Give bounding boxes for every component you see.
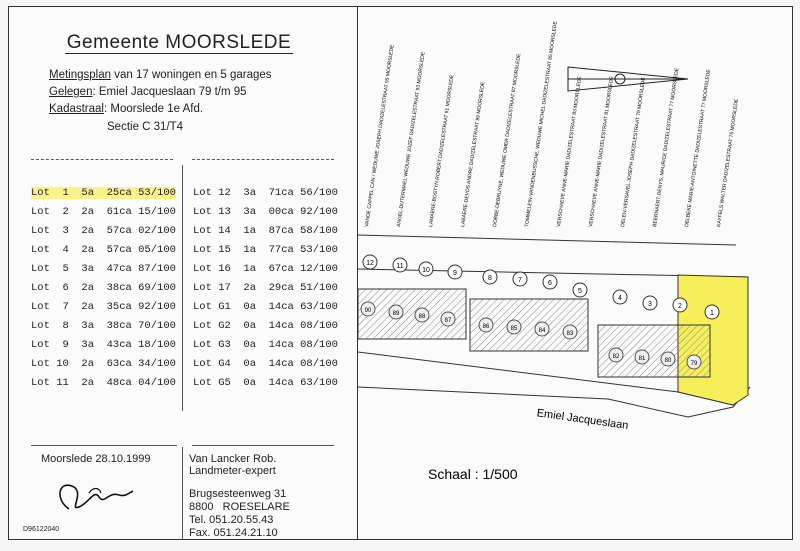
address-street: Brugsesteenweg 31 <box>189 488 287 500</box>
svg-text:79: 79 <box>690 361 698 367</box>
owner-label: VERSCHAEVE ANNE-MARIE DADIZELESTRAAT 83 MOORSLEDE <box>556 75 584 228</box>
svg-text:8: 8 <box>488 275 492 282</box>
surveyor-name: Van Lancker Rob. <box>189 453 277 465</box>
cadastral-map <box>358 7 792 539</box>
svg-text:80: 80 <box>664 358 672 364</box>
location-line: Gelegen: Emiel Jacqueslaan 79 t/m 95 <box>49 86 247 98</box>
svg-text:1: 1 <box>710 310 714 317</box>
svg-text:4: 4 <box>618 295 622 302</box>
lot-row: Lot 12 3a 71ca 56/100 <box>193 187 338 199</box>
lot-row: Lot 15 1a 77ca 53/100 <box>193 244 338 256</box>
svg-text:85: 85 <box>510 326 518 332</box>
owner-label: VERSCHAEVE ANNE-MARIE DADIZELESTRAAT 81 MOORSLEDE <box>588 75 616 228</box>
garage-number-marker <box>479 318 493 332</box>
lot-number-marker <box>419 262 433 276</box>
lot-number-marker <box>393 258 407 272</box>
lot-row: Lot 3 2a 57ca 02/100 <box>31 225 176 237</box>
lot-row: Lot G4 0a 14ca 08/100 <box>193 358 338 370</box>
lot-row: Lot 6 2a 38ca 69/100 <box>31 282 176 294</box>
telephone: Tel. 051.20.55.43 <box>189 514 274 526</box>
owner-labels <box>364 20 740 227</box>
svg-text:3: 3 <box>648 301 652 308</box>
footer-divider <box>182 447 183 539</box>
svg-text:9: 9 <box>453 270 457 277</box>
svg-text:88: 88 <box>418 314 426 320</box>
svg-text:5: 5 <box>578 288 582 295</box>
lot-number-marker <box>543 275 557 289</box>
owner-label: ANGEL-DUTERMAEL WEDUWE JOZEF DADIZELESTRAAT 93 MOORSLEDE <box>396 51 427 228</box>
lot-row: Lot G2 0a 14ca 08/100 <box>193 320 338 332</box>
table-rule-right <box>192 159 334 160</box>
svg-text:12: 12 <box>366 260 374 267</box>
lot-row: Lot 14 1a 87ca 58/100 <box>193 225 338 237</box>
document-code: D96122040 <box>23 526 60 533</box>
svg-text:90: 90 <box>364 308 372 314</box>
surveyor-title: Landmeter-expert <box>189 465 276 477</box>
lot-number-marker <box>513 272 527 286</box>
section-line: Sectie C 31/T4 <box>107 121 184 133</box>
lot-number-marker <box>643 296 657 310</box>
owner-label: DELEN-VERSAVEL JOSEPH DADIZELESTRAAT 79 MOORSLEDE <box>620 76 647 228</box>
lot-row: Lot G3 0a 14ca 08/100 <box>193 339 338 351</box>
owner-label: BEERNAERT-DENYS, MAURICE DADIZELESTRAAT 77 MOORSLEDE <box>652 67 681 228</box>
lot-row: Lot 17 2a 29ca 51/100 <box>193 282 338 294</box>
garage-number-marker <box>609 348 623 362</box>
lot-number-marker <box>705 305 719 319</box>
owner-label: VANDE CAPPEL CAN / WEDUWE JOSEPH DADIZELESTRAAT 95 MOORSLEDE <box>364 44 396 228</box>
scale-label: Schaal : 1/500 <box>428 466 518 482</box>
lot-row: Lot G1 0a 14ca 63/100 <box>193 301 338 313</box>
garage-number-marker <box>687 355 701 369</box>
plan-line: Metingsplan van 17 woningen en 5 garages <box>49 69 272 81</box>
address-city: 8800 ROESELARE <box>189 501 290 513</box>
svg-text:10: 10 <box>422 267 430 274</box>
lot-number-marker <box>483 270 497 284</box>
footer-rule-right <box>192 445 334 446</box>
table-rule-left <box>31 159 173 160</box>
svg-text:89: 89 <box>392 311 400 317</box>
cadastre-line: Kadastraal: Moorslede 1e Afd. <box>49 103 204 115</box>
owner-label: KAYFELS WALTER DADIZELESTRAAT 75 MOORSLEDE <box>716 98 740 228</box>
lot-row: Lot 5 3a 47ca 87/100 <box>31 263 176 275</box>
svg-text:81: 81 <box>638 356 646 362</box>
lot-number-marker <box>673 298 687 312</box>
legend-panel <box>8 6 358 540</box>
svg-text:11: 11 <box>396 263 404 270</box>
lot-row: Lot 1 5a 25ca 53/100 <box>31 187 176 199</box>
signature-image <box>49 469 139 519</box>
svg-text:2: 2 <box>678 303 682 310</box>
fax: Fax. 051.24.21.10 <box>189 527 278 539</box>
municipality-title: Gemeente MOORSLEDE <box>66 32 292 53</box>
lot-row: Lot 10 2a 63ca 34/100 <box>31 358 176 370</box>
garage-number-marker <box>415 308 429 322</box>
street-name-label: Emiel Jacqueslaan <box>535 407 630 432</box>
svg-text:86: 86 <box>482 324 490 330</box>
garage-number-marker <box>535 322 549 336</box>
lot-row: Lot 2 2a 61ca 15/100 <box>31 206 176 218</box>
garage-number-marker <box>661 352 675 366</box>
garage-number-marker <box>389 305 403 319</box>
svg-text:83: 83 <box>566 331 574 337</box>
lot-row: Lot 4 2a 57ca 05/100 <box>31 244 176 256</box>
table-divider <box>182 165 183 411</box>
garage-number-marker <box>507 320 521 334</box>
svg-text:7: 7 <box>518 277 522 284</box>
garage-number-marker <box>563 325 577 339</box>
date-label: Moorslede 28.10.1999 <box>41 453 151 465</box>
owner-label: DOBBE-DEBRUYNE, WEDUWE OMER DADIZELESTRAAT 87 MOORSLEDE <box>492 53 523 228</box>
garage-number-marker <box>441 312 455 326</box>
owner-label: LABAERE-DEVOS ANDRE DADIZELESTRAAT 89 MOORSLEDE <box>460 81 487 228</box>
svg-text:82: 82 <box>612 354 620 360</box>
cadastral-map-panel <box>357 6 793 540</box>
svg-text:84: 84 <box>538 328 546 334</box>
owner-label: TOMMELEIN-VANDENBUSSCHE, WEDUWE MICHEL DADIZELESTRAAT 85 MOORSLEDE <box>524 20 559 228</box>
svg-text:87: 87 <box>444 318 452 324</box>
lot-row: Lot 7 2a 35ca 92/100 <box>31 301 176 313</box>
footer-rule-left <box>31 445 177 446</box>
garage-number-marker <box>361 302 375 316</box>
owner-label: DELBEKE MARIE-ANTOINETTE DADIZELESTRAAT 77 MOORSLEDE <box>684 69 713 228</box>
lot-row: Lot 8 3a 38ca 70/100 <box>31 320 176 332</box>
lot-row: Lot 13 3a 00ca 92/100 <box>193 206 338 218</box>
owner-label: LAMAERE-BOSTYN ROBERT DADIZELESTRAAT 91 MOORSLEDE <box>428 74 456 228</box>
garage-number-marker <box>635 350 649 364</box>
lot-number-marker <box>448 265 462 279</box>
lot-row: Lot 16 1a 67ca 12/100 <box>193 263 338 275</box>
lot-number-marker <box>363 255 377 269</box>
lot-row: Lot G5 0a 14ca 63/100 <box>193 377 338 389</box>
lot-row: Lot 11 2a 48ca 04/100 <box>31 377 176 389</box>
lot-number-marker <box>613 290 627 304</box>
lot-row: Lot 9 3a 43ca 18/100 <box>31 339 176 351</box>
lot-number-marker <box>573 283 587 297</box>
north-arrow-icon <box>568 67 688 91</box>
svg-text:6: 6 <box>548 280 552 287</box>
